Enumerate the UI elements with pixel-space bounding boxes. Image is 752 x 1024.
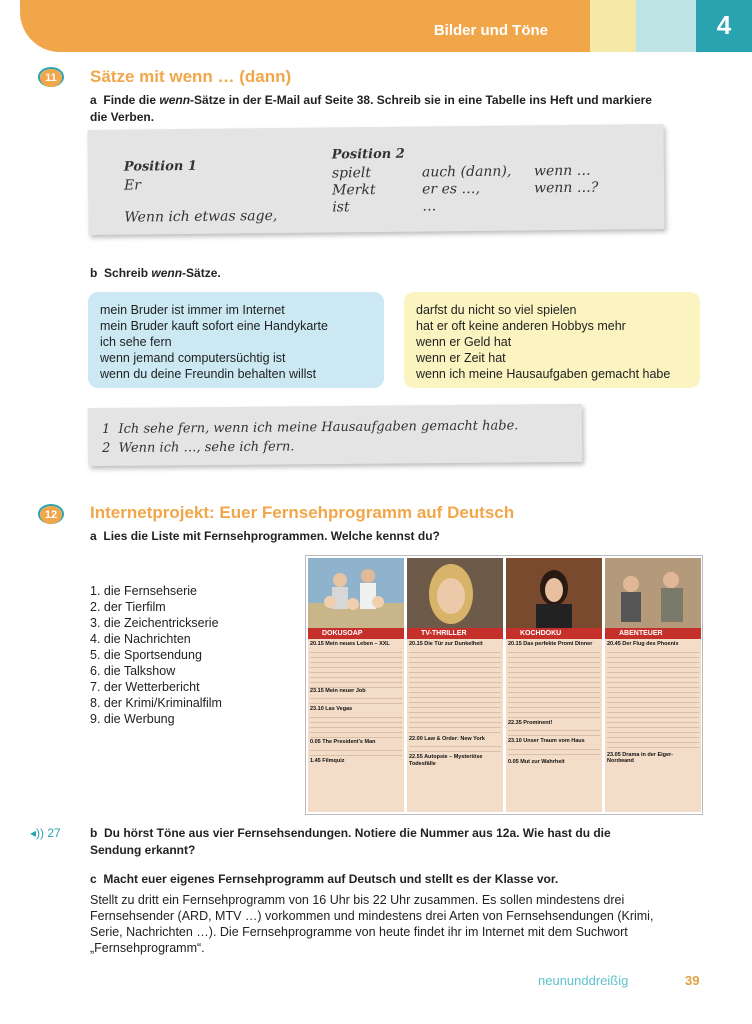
host-photo bbox=[506, 558, 602, 628]
position-2-heading: Position 2 bbox=[331, 146, 405, 163]
list-item: 9. die Werbung bbox=[90, 712, 175, 726]
tv-column: TV-THRILLER 20.15 Die Tür zur Dunkelheit 22.00 Law & Order: New York 22.55 Autopsie – Mysteriöse Todesfälle bbox=[407, 558, 503, 812]
tv-column: DOKUSOAP 20.15 Mein neues Leben – XXL 23.15 Mein neuer Job 23.10 Las Vegas 0.05 The President's Man 1.45 Filmquiz bbox=[308, 558, 404, 812]
page-number: 39 bbox=[685, 973, 700, 988]
section-title: Sätze mit wenn … (dann) bbox=[90, 67, 292, 86]
chapter-number: 4 bbox=[716, 10, 732, 40]
header-stripe bbox=[636, 0, 696, 52]
table-note: Position 1 Er Wenn ich etwas sage, Position 2 spielt Merkt ist auch (dann), er es …, … wenn … wenn …? bbox=[87, 124, 664, 235]
list-item: 2. der Tierfilm bbox=[90, 600, 166, 614]
list-item: 1. die Fernsehserie bbox=[90, 584, 198, 598]
example-line: 2 Wenn ich …, sehe ich fern. bbox=[102, 439, 295, 457]
tv-guide bbox=[305, 555, 703, 815]
section-badge: 12 bbox=[38, 504, 64, 524]
header-stripe bbox=[590, 0, 636, 52]
task-a: a Finde die wenn-Sätze in der E-Mail auf Seite 38. Schreib sie in eine Tabelle ins Heft und markiere die Verben. bbox=[90, 93, 652, 124]
section-title: Internetprojekt: Euer Fernsehprogramm auf Deutsch bbox=[90, 503, 515, 522]
task-b: b Schreib wenn-Sätze. bbox=[90, 266, 221, 280]
list-item: 4. die Nachrichten bbox=[90, 632, 191, 646]
list-item: 5. die Sportsendung bbox=[90, 648, 202, 662]
genre-label: KOCHDOKU bbox=[506, 628, 602, 639]
tv-column: ABENTEUER 20.45 Der Flug des Phoenix 23.05 Drama in der Eiger-Nordwand bbox=[605, 558, 701, 812]
genre-label: ABENTEUER bbox=[605, 628, 701, 639]
task-c-body: Stellt zu dritt ein Fernsehprogramm von 16 Uhr bis 22 Uhr zusammen. Es sollen mindestens drei Fernsehsender (ARD, MTV …) vorkommen und mindestens drei Arten von Fernsehsendungen (Krimi, Serie, Nachrichten …). Die Fernsehprogramme von heute findet ihr im Internet mit dem Suchwort „Fernsehprogramm“. bbox=[90, 893, 654, 955]
page-number-word: neununddreißig bbox=[538, 973, 629, 988]
list-item: 8. der Krimi/Kriminalfilm bbox=[90, 696, 222, 710]
yellow-phrase-box: darfst du nicht so viel spielen hat er oft keine anderen Hobbys mehr wenn er Geld hat wenn er Zeit hat wenn ich meine Hausaufgaben gemacht habe bbox=[404, 292, 700, 388]
section-badge: 11 bbox=[38, 67, 64, 87]
adventure-photo bbox=[605, 558, 701, 628]
speaker-icon: ◂)) bbox=[30, 826, 45, 840]
example-note bbox=[88, 404, 582, 466]
task-c: c Macht euer eigenes Fernsehprogramm auf Deutsch und stellt es der Klasse vor. bbox=[90, 872, 559, 886]
genre-label: DOKUSOAP bbox=[308, 628, 404, 639]
list-item: 7. der Wetterbericht bbox=[90, 680, 200, 694]
chapter-title: Bilder und Töne bbox=[433, 22, 548, 39]
example-line: 1 Ich sehe fern, wenn ich meine Hausaufgaben gemacht habe. bbox=[101, 418, 519, 438]
task-b: b Du hörst Töne aus vier Fernsehsendungen. Notiere die Nummer aus 12a. Wie hast du die Sendung erkannt? bbox=[90, 826, 611, 857]
genre-label: TV-THRILLER bbox=[407, 628, 503, 639]
blue-phrase-box: mein Bruder ist immer im Internet mein Bruder kauft sofort eine Handykarte ich sehe fern wenn jemand computersüchtig ist wenn du deine Freundin behalten willst bbox=[88, 292, 384, 388]
list-item: 3. die Zeichentrickserie bbox=[90, 616, 219, 630]
actress-photo bbox=[407, 558, 503, 628]
position-1-heading: Position 1 bbox=[123, 158, 197, 175]
task-a: a Lies die Liste mit Fernsehprogrammen. Welche kennst du? bbox=[90, 529, 440, 543]
family-photo bbox=[308, 558, 404, 628]
audio-track[interactable]: ◂)) 27 bbox=[30, 826, 61, 840]
program-type-list bbox=[90, 583, 222, 727]
list-item: 6. die Talkshow bbox=[90, 664, 176, 678]
tv-column: KOCHDOKU 20.15 Das perfekte Promi Dinner 22.35 Prominent! 23.10 Unser Traum vom Haus 0.05 Mut zur Wahrheit bbox=[506, 558, 602, 812]
